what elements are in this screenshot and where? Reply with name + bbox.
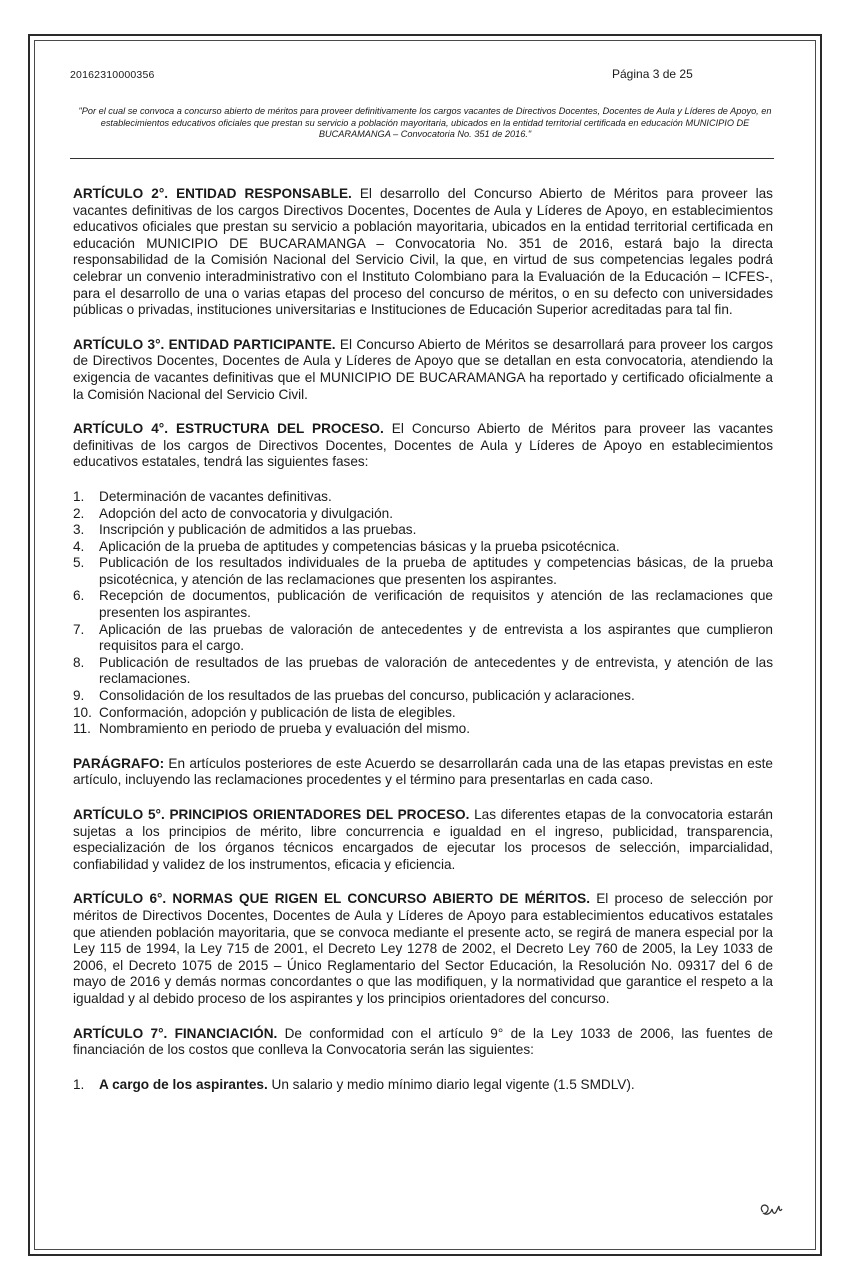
document-body (73, 186, 773, 1093)
article-text: El Concurso Abierto de Méritos se desarrollará para proveer los cargos de Directivos Docentes, Docentes de Aula y Líderes de Apoyo que se detallan en esta convocatoria, atendiendo la exigencia de vacantes definitivas que el MUNICIPIO DE BUCARAMANGA ha reportado y certificado oficialmente a la Comisión Nacional del Servicio Civil. (73, 336, 774, 402)
article-heading: ARTÍCULO 6°. NORMAS QUE RIGEN EL CONCURSO ABIERTO DE MÉRITOS. (73, 891, 591, 907)
list-text: Aplicación de la prueba de aptitudes y competencias básicas y la prueba psicotécnica. (99, 538, 620, 554)
list-number: 2. (73, 505, 85, 521)
paragrafo-text: En artículos posteriores de este Acuerdo se desarrollarán cada una de las etapas previstas en este artículo, incluyendo las reclamaciones procedentes y el término para presentarlas en cada caso. (73, 755, 773, 788)
list-text (99, 1077, 773, 1094)
paragrafo (73, 756, 773, 789)
article-text: El Concurso Abierto de Méritos para proveer las vacantes definitivas de los cargos de Directivos Docentes, Docentes de Aula y Líderes de Apoyo en establecimientos educativos estatales, tendrá las siguientes fases: (73, 421, 773, 470)
list-text: Conformación, adopción y publicación de lista de elegibles. (99, 704, 456, 720)
article-heading: ARTÍCULO 4°. ESTRUCTURA DEL PROCESO. (73, 421, 384, 437)
list-text: Consolidación de los resultados de las pruebas del concurso, publicación y aclaraciones. (99, 688, 635, 704)
list-number: 1. (73, 1076, 85, 1092)
article-heading: ARTÍCULO 7°. FINANCIACIÓN. (73, 1025, 278, 1041)
list-number: 4. (73, 538, 85, 554)
article-6 (73, 891, 773, 1007)
list-number: 5. (73, 555, 85, 571)
financing-text: Un salario y medio mínimo diario legal vigente (1.5 SMDLV). (267, 1076, 635, 1092)
article-text: El proceso de selección por méritos de Directivos Docentes, Docentes de Aula y Líderes de Apoyo para establecimientos educativos estatales que atienden población mayoritaria, que se convoca mediante el presente acto, se regirá de manera especial por la Ley 115 de 1994, la Ley 715 de 2001, el Decreto Ley 1278 de 2002, el Decreto Ley 760 de 2005, la Ley 1033 de 2006, el Decreto 1075 de 2015 – Único Reglamentario del Sector Educación, la Resolución No. 09317 del 6 de mayo de 2016 y demás normas concordantes o que las modifiquen, y la normatividad que garantice el respeto a la igualdad y al debido proceso de los aspirantes y los principios orientadores del concurso. (73, 891, 773, 1006)
article-heading: ARTÍCULO 3°. ENTIDAD PARTICIPANTE. (73, 336, 336, 352)
handwritten-initials-icon (757, 1200, 785, 1222)
list-text: Nombramiento en periodo de prueba y evaluación del mismo. (99, 721, 471, 737)
list-number: 11. (73, 721, 91, 737)
article-text: De conformidad con el artículo 9° de la Ley 1033 de 2006, las fuentes de financiación de los costos que conlleva la Convocatoria serán las siguientes: (73, 1025, 773, 1058)
article-7 (73, 1026, 773, 1059)
article-4 (73, 421, 773, 471)
article-text: Las diferentes etapas de la convocatoria estarán sujetas a los principios de mérito, libre concurrencia e igualdad en el ingreso, publicidad, transparencia, especialización de los órganos técnicos encargados de ejecutar los procesos de selección, imparcialidad, confiabilidad y validez de los instrumentos, eficacia y eficiencia. (73, 807, 773, 872)
financing-heading: A cargo de los aspirantes. (99, 1076, 268, 1092)
article-heading: ARTÍCULO 5°. PRINCIPIOS ORIENTADORES DEL PROCESO. (73, 807, 470, 822)
list-item (73, 721, 773, 738)
article-text: El desarrollo del Concurso Abierto de Méritos para proveer las vacantes definitivas de los cargos Directivos Docentes, Docentes de Aula y Líderes de Apoyo, en establecimientos educativos oficiales que prestan su servicio a población mayoritaria, ubicados en la entidad territorial certificada en educación MUNICIPIO DE BUCARAMANGA – Convocatoria No. 351 de 2016, estará bajo la directa responsabilidad de la Comisión Nacional del Servicio Civil, la que, en virtud de sus competencias legales podrá celebrar un convenio interadministrativo con el Instituto Colombiano para la Evaluación de la Educación – ICFES-, para el desarrollo de una o varias etapas del proceso del concurso de méritos, o en su defecto con universidades públicas o privadas, instituciones universitarias e Instituciones de Educación Superior acreditadas para tal fin. (73, 186, 773, 318)
list-item (73, 588, 773, 621)
article-5 (73, 807, 773, 873)
document-header-quote: "Por el cual se convoca a concurso abierto de méritos para proveer definitivamente los cargos vacantes de Directivos Docentes, Docentes de Aula y Líderes de Apoyo, en establecimientos educativos oficiales que prestan su servicio a población mayoritaria, ubicados en la entidad territorial certificada en educación MUNICIPIO DE BUCARAMANGA – Convocatoria No. 351 de 2016." (78, 106, 772, 139)
list-text: Recepción de documentos, publicación de verificación de requisitos y atención de las reclamaciones que presenten los aspirantes. (99, 588, 773, 621)
list-text: Inscripción y publicación de admitidos a las pruebas. (99, 522, 417, 538)
list-item (73, 539, 773, 556)
financing-list (73, 1077, 773, 1094)
paragrafo-heading: PARÁGRAFO: (73, 755, 165, 771)
list-item (73, 1077, 773, 1094)
phases-list (73, 489, 773, 738)
header-divider (70, 158, 774, 159)
list-text: Publicación de los resultados individuales de la prueba de aptitudes y competencias básicas, de la prueba psicotécnica, y atención de las reclamaciones que presenten los aspirantes. (99, 555, 773, 587)
list-item (73, 522, 773, 539)
list-number: 8. (73, 654, 85, 670)
list-number: 10. (73, 704, 92, 720)
list-number: 1. (73, 488, 85, 504)
page-number: Página 3 de 25 (612, 67, 693, 81)
filing-number: 20162310000356 (70, 69, 155, 81)
list-item (73, 655, 773, 688)
list-number: 7. (73, 621, 85, 637)
article-heading: ARTÍCULO 2°. ENTIDAD RESPONSABLE. (73, 186, 352, 201)
list-number: 9. (73, 688, 85, 704)
list-item (73, 489, 773, 506)
list-item (73, 506, 773, 523)
list-text: Adopción del acto de convocatoria y divulgación. (99, 505, 393, 521)
list-item (73, 688, 773, 705)
list-item (73, 555, 773, 588)
list-number: 6. (73, 588, 85, 604)
list-text: Aplicación de las pruebas de valoración de antecedentes y de entrevista a los aspirantes que cumplieron requisitos para el cargo. (99, 621, 773, 654)
article-3 (73, 337, 773, 403)
list-item (73, 705, 773, 722)
list-text: Publicación de resultados de las pruebas de valoración de antecedentes y de entrevista, y atención de las reclamaciones. (99, 654, 773, 687)
list-item (73, 622, 773, 655)
article-2 (73, 186, 773, 319)
list-text: Determinación de vacantes definitivas. (99, 488, 332, 504)
list-number: 3. (73, 522, 85, 538)
